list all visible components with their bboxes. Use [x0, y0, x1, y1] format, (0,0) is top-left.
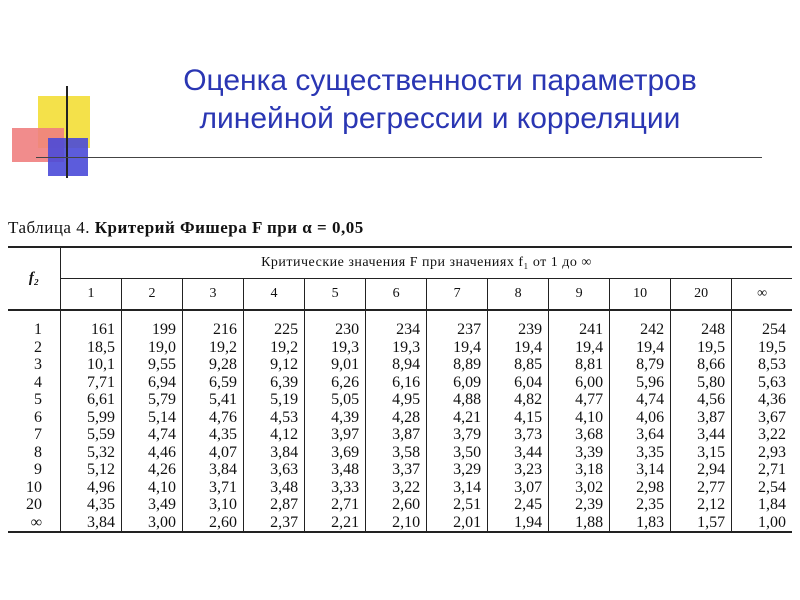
critical-value: 4,46	[148, 443, 177, 461]
critical-value: 19,5	[697, 338, 726, 356]
critical-value: 3,14	[453, 478, 482, 496]
decor-horizontal-line	[36, 157, 762, 158]
critical-value: 19,4	[636, 338, 665, 356]
critical-value: 6,26	[331, 373, 360, 391]
column-header-f1: 3	[183, 279, 244, 311]
critical-value: 2,94	[697, 461, 726, 478]
critical-value: 3,79	[453, 426, 482, 443]
critical-value: 234	[396, 321, 421, 338]
critical-value: 3,69	[331, 443, 360, 461]
critical-value: 19,5	[758, 338, 786, 356]
critical-value: 237	[457, 321, 482, 338]
critical-value: 3,49	[148, 496, 177, 513]
column-header-f1: 2	[122, 279, 183, 311]
critical-value: 9,28	[209, 356, 238, 373]
critical-value: 3,87	[392, 426, 421, 443]
critical-value: 3,87	[697, 408, 726, 426]
f2-value: 3	[34, 356, 42, 373]
f2-value: 10	[26, 478, 42, 496]
critical-value: 8,79	[636, 356, 665, 373]
critical-value: 3,00	[148, 513, 177, 531]
critical-value: 5,63	[758, 373, 786, 391]
critical-value: 3,37	[392, 461, 421, 478]
critical-value: 19,4	[453, 338, 482, 356]
critical-value: 1,57	[697, 513, 726, 531]
critical-value: 1,94	[514, 513, 543, 531]
critical-value: 3,84	[270, 443, 299, 461]
critical-value: 2,12	[697, 496, 726, 513]
f2-value: ∞	[30, 513, 42, 531]
critical-value: 6,09	[453, 373, 482, 391]
critical-value: 9,12	[270, 356, 299, 373]
f1-values-column	[732, 310, 792, 532]
critical-value: 2,37	[270, 513, 299, 531]
fisher-table-container	[8, 246, 792, 533]
critical-value: 4,82	[514, 391, 543, 408]
critical-value: 3,39	[575, 443, 604, 461]
critical-value: 3,22	[758, 426, 786, 443]
decor-vertical-line	[66, 86, 68, 178]
critical-value: 2,98	[636, 478, 665, 496]
column-header-f1: 7	[427, 279, 488, 311]
critical-value: 6,59	[209, 373, 238, 391]
critical-value: 8,94	[392, 356, 421, 373]
f1-values-column	[61, 310, 122, 532]
critical-value: 3,02	[575, 478, 604, 496]
f2-value: 8	[34, 443, 42, 461]
critical-value: 4,06	[636, 408, 665, 426]
f2-value: 6	[34, 408, 42, 426]
column-header-f1: 20	[671, 279, 732, 311]
critical-value: 8,85	[514, 356, 543, 373]
critical-value: 5,96	[636, 373, 665, 391]
critical-value: 4,36	[758, 391, 786, 408]
column-header-f1: 9	[549, 279, 610, 311]
critical-value: 3,44	[697, 426, 726, 443]
critical-value: 19,3	[392, 338, 421, 356]
critical-value: 242	[640, 321, 665, 338]
table-caption-prefix: Таблица 4.	[8, 218, 90, 237]
critical-value: 4,12	[270, 426, 299, 443]
critical-value: 3,68	[575, 426, 604, 443]
fisher-table	[8, 246, 792, 533]
critical-value: 4,26	[148, 461, 177, 478]
table-caption	[8, 218, 364, 238]
critical-value: 3,33	[331, 478, 360, 496]
column-header-f1: 8	[488, 279, 549, 311]
critical-value: 4,56	[697, 391, 726, 408]
critical-value: 5,32	[87, 443, 116, 461]
critical-value: 3,14	[636, 461, 665, 478]
critical-value: 2,21	[331, 513, 360, 531]
critical-value: 3,10	[209, 496, 238, 513]
critical-value: 248	[701, 321, 726, 338]
critical-value: 6,00	[575, 373, 604, 391]
f2-value: 2	[34, 338, 42, 356]
critical-value: 3,50	[453, 443, 482, 461]
f1-values-column	[610, 310, 671, 532]
critical-value: 2,60	[209, 513, 238, 531]
critical-value: 19,0	[148, 338, 177, 356]
critical-value: 6,61	[87, 391, 116, 408]
critical-value: 3,44	[514, 443, 543, 461]
critical-value: 2,10	[392, 513, 421, 531]
f1-values-column	[671, 310, 732, 532]
critical-value: 6,04	[514, 373, 543, 391]
critical-value: 8,53	[758, 356, 786, 373]
critical-value: 5,12	[87, 461, 116, 478]
f2-value: 1	[34, 321, 42, 338]
table-caption-text: Критерий Фишера F при α = 0,05	[94, 218, 364, 237]
critical-value: 4,35	[87, 496, 116, 513]
critical-value: 5,80	[697, 373, 726, 391]
critical-value: 3,71	[209, 478, 238, 496]
critical-value: 4,10	[148, 478, 177, 496]
critical-value: 3,84	[87, 513, 116, 531]
f1-values-column	[366, 310, 427, 532]
f1-values-column	[427, 310, 488, 532]
column-header-f1: ∞	[732, 279, 792, 311]
critical-value: 4,88	[453, 391, 482, 408]
slide-title-line-1: Оценка существенности параметров	[183, 64, 697, 97]
critical-value: 216	[213, 321, 238, 338]
critical-value: 6,39	[270, 373, 299, 391]
f2-value: 5	[34, 391, 42, 408]
f2-value: 7	[34, 426, 42, 443]
critical-value: 18,5	[87, 338, 116, 356]
critical-value: 1,84	[758, 496, 786, 513]
critical-value: 4,74	[148, 426, 177, 443]
critical-value: 9,01	[331, 356, 360, 373]
critical-value: 5,14	[148, 408, 177, 426]
critical-value: 5,79	[148, 391, 177, 408]
critical-value: 161	[91, 321, 116, 338]
table-body-row	[8, 310, 792, 532]
f1-values-column	[122, 310, 183, 532]
critical-value: 4,53	[270, 408, 299, 426]
critical-value: 3,22	[392, 478, 421, 496]
slide-title	[110, 62, 770, 138]
critical-value: 19,2	[270, 338, 299, 356]
critical-value: 4,28	[392, 408, 421, 426]
critical-value: 3,18	[575, 461, 604, 478]
critical-value: 2,39	[575, 496, 604, 513]
critical-value: 3,97	[331, 426, 360, 443]
critical-value: 4,95	[392, 391, 421, 408]
f2-value: 9	[34, 461, 42, 478]
critical-value: 6,16	[392, 373, 421, 391]
critical-value: 3,29	[453, 461, 482, 478]
critical-value: 4,15	[514, 408, 543, 426]
f1-values-column	[549, 310, 610, 532]
critical-value: 5,41	[209, 391, 238, 408]
critical-value: 2,45	[514, 496, 543, 513]
column-header-f1: 1	[61, 279, 122, 311]
critical-value: 3,67	[758, 408, 786, 426]
critical-value: 2,77	[697, 478, 726, 496]
critical-value: 3,84	[209, 461, 238, 478]
f1-values-column	[183, 310, 244, 532]
critical-value: 4,39	[331, 408, 360, 426]
critical-value: 2,71	[331, 496, 360, 513]
critical-value: 2,93	[758, 443, 786, 461]
critical-value: 230	[335, 321, 360, 338]
f2-value: 4	[34, 373, 42, 391]
critical-value: 19,3	[331, 338, 360, 356]
column-header-f1: 5	[305, 279, 366, 311]
critical-value: 5,05	[331, 391, 360, 408]
f1-values-column	[488, 310, 549, 532]
critical-value: 2,35	[636, 496, 665, 513]
critical-value: 3,35	[636, 443, 665, 461]
critical-value: 2,51	[453, 496, 482, 513]
critical-value: 3,63	[270, 461, 299, 478]
f2-value: 20	[26, 496, 42, 513]
critical-value: 2,01	[453, 513, 482, 531]
critical-value: 3,15	[697, 443, 726, 461]
critical-value: 3,58	[392, 443, 421, 461]
critical-value: 5,19	[270, 391, 299, 408]
critical-value: 3,07	[514, 478, 543, 496]
critical-value: 2,71	[758, 461, 786, 478]
critical-value: 9,55	[148, 356, 177, 373]
critical-value: 8,89	[453, 356, 482, 373]
critical-value: 225	[274, 321, 299, 338]
critical-value: 4,07	[209, 443, 238, 461]
column-header-f1: 4	[244, 279, 305, 311]
critical-value: 1,00	[758, 513, 786, 531]
critical-value: 3,73	[514, 426, 543, 443]
critical-value: 2,54	[758, 478, 786, 496]
critical-value: 6,94	[148, 373, 177, 391]
column-header-f1: 10	[610, 279, 671, 311]
critical-value: 4,96	[87, 478, 116, 496]
critical-value: 3,48	[331, 461, 360, 478]
critical-value: 4,21	[453, 408, 482, 426]
critical-value: 239	[518, 321, 543, 338]
critical-value: 3,64	[636, 426, 665, 443]
critical-value: 7,71	[87, 373, 116, 391]
critical-value: 2,87	[270, 496, 299, 513]
critical-value: 3,48	[270, 478, 299, 496]
critical-value: 1,88	[575, 513, 604, 531]
column-header-f1: 6	[366, 279, 427, 311]
f2-values-column	[8, 310, 61, 532]
critical-value: 4,10	[575, 408, 604, 426]
critical-value: 19,4	[514, 338, 543, 356]
critical-value: 19,2	[209, 338, 238, 356]
critical-value: 8,81	[575, 356, 604, 373]
slide-title-line-2: линейной регрессии и корреляции	[199, 102, 681, 135]
critical-value: 19,4	[575, 338, 604, 356]
critical-value: 199	[152, 321, 177, 338]
critical-value: 4,77	[575, 391, 604, 408]
f1-values-column	[305, 310, 366, 532]
critical-value: 1,83	[636, 513, 665, 531]
critical-value: 3,23	[514, 461, 543, 478]
critical-value: 254	[762, 321, 786, 338]
f1-values-column	[244, 310, 305, 532]
row-header-f2: f₂	[8, 247, 61, 310]
critical-value: 4,35	[209, 426, 238, 443]
critical-value: 5,99	[87, 408, 116, 426]
critical-value: 10,1	[87, 356, 116, 373]
critical-value: 4,76	[209, 408, 238, 426]
group-header: Критические значения F при значениях f₁ от 1 до ∞	[61, 247, 793, 279]
critical-value: 241	[579, 321, 604, 338]
critical-value: 5,59	[87, 426, 116, 443]
column-header-row	[8, 279, 792, 311]
critical-value: 4,74	[636, 391, 665, 408]
critical-value: 8,66	[697, 356, 726, 373]
critical-value: 2,60	[392, 496, 421, 513]
